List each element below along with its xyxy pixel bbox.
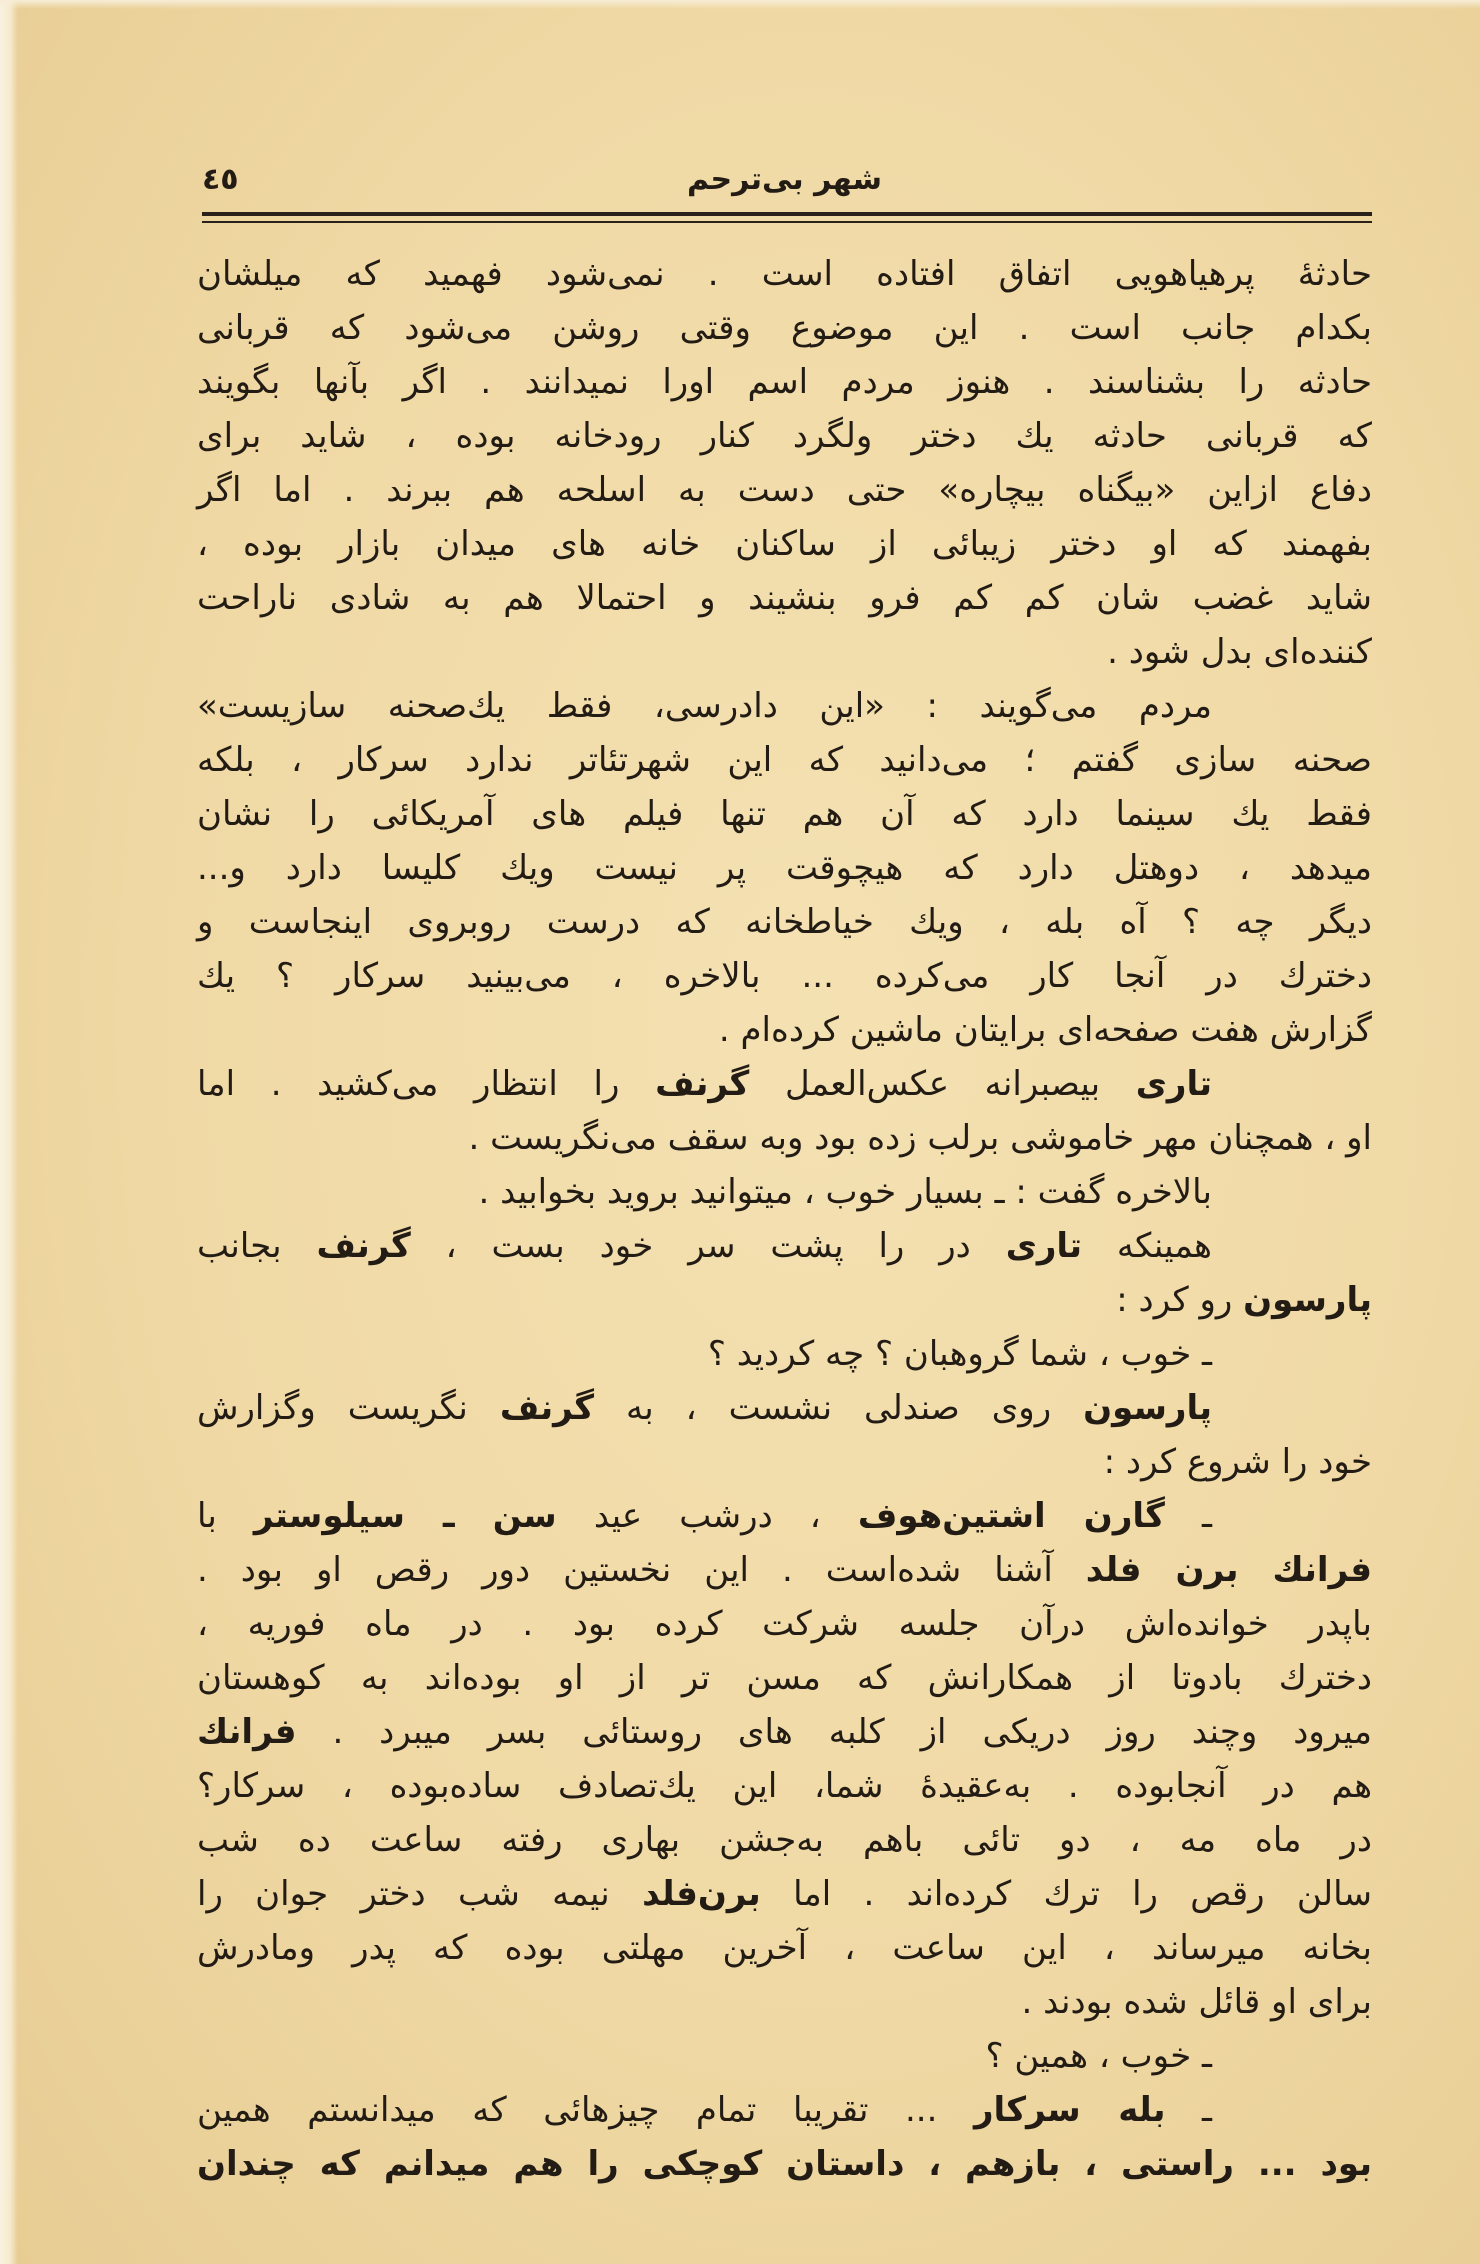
text-line: دخترك بادوتا از همکارانش که مسن تر از او بوده‌اند به کوهستان	[197, 1658, 1372, 1698]
text-segment: ـ	[1165, 2090, 1212, 2130]
text-line: او ، همچنان مهر خاموشی برلب زده بود وبه سقف می‌نگریست .	[468, 1118, 1372, 1158]
text-line: شاید غضب شان کم کم فرو بنشیند و احتمالا هم به شادی ناراحت	[197, 578, 1372, 618]
text-line: هم در آنجابوده . به‌عقیدهٔ شما، این یك‌تصادف ساده‌بوده ، سرکار؟	[197, 1766, 1372, 1806]
text-segment: نگریست وگزارش	[197, 1388, 500, 1428]
text-segment: با	[197, 1496, 254, 1536]
text-line: بکدام جانب است . این موضوع وقتی روشن می‌شود که قربانی	[197, 308, 1372, 348]
text-line: دفاع ازاین «بیگناه بیچاره» حتی دست به اسلحه هم ببرند . اما اگر	[197, 470, 1372, 510]
text-line: خود را شروع کرد :	[1103, 1442, 1372, 1482]
text-line	[197, 1543, 1372, 1597]
paper-edge-top	[0, 0, 1480, 9]
text-line: صحنه سازی گفتم ؛ می‌دانید که این شهرتئاتر ندارد سرکار ، بلکه	[197, 740, 1372, 780]
character-name: گرنف	[316, 1226, 411, 1266]
text-segment: آشنا شده‌است . این نخستین دور رقص او بود .	[197, 1550, 1086, 1590]
text-line	[197, 1489, 1372, 1543]
text-segment: بیصبرانه عکس‌العمل	[749, 1064, 1136, 1104]
text-line	[197, 1867, 1372, 1921]
text-line: حادثه را بشناسند . هنوز مردم اسم اورا نمیدانند . اگر بآنها بگویند	[197, 362, 1372, 402]
character-name: تاری	[1005, 1226, 1082, 1266]
text-line: کننده‌ای بدل شود .	[1107, 632, 1372, 672]
text-line: بخانه میرساند ، این ساعت ، آخرین مهلتی بوده که پدر ومادرش	[197, 1928, 1372, 1968]
header-rule-thin	[202, 221, 1372, 223]
text-line: ـ خوب ، شما گروهبان ؟ چه کردید ؟	[707, 1334, 1212, 1374]
text-segment: روی صندلی نشست ، به	[594, 1388, 1084, 1428]
text-line	[197, 1057, 1372, 1111]
text-line: دخترك در آنجا کار می‌کرده ... بالاخره ، می‌بینید سرکار ؟ یك	[197, 956, 1372, 996]
text-line: مردم می‌گویند : «این دادرسی، فقط یك‌صحنه سازیست»	[197, 686, 1212, 726]
paper-edge-left	[0, 0, 18, 2264]
text-line	[197, 1381, 1372, 1435]
text-line: بود ... راستی ، بازهم ، داستان کوچکی را هم میدانم که چندان	[197, 2144, 1372, 2184]
character-name: گرنف	[655, 1064, 750, 1104]
text-segment: در را پشت سر خود بست ،	[410, 1226, 1006, 1266]
text-line	[197, 2083, 1372, 2137]
running-title: شهر بی‌ترحم	[686, 162, 883, 197]
text-line: دیگر چه ؟ آه بله ، ویك خیاطخانه که درست روبروی اینجاست و	[197, 902, 1372, 942]
text-segment: را انتظار می‌کشید . اما	[197, 1064, 656, 1104]
character-name: فرانك	[197, 1712, 297, 1752]
character-name: پارسون	[1083, 1388, 1212, 1428]
character-name: تاری	[1135, 1064, 1213, 1104]
text-segment: ـ	[1164, 1496, 1212, 1536]
text-segment: همینکه	[1081, 1226, 1212, 1266]
text-segment: سالن رقص را ترك کرده‌اند . اما	[760, 1874, 1372, 1914]
page-number: ٤٥	[202, 162, 239, 197]
text-line: برای او قائل شده بودند .	[1021, 1982, 1372, 2022]
character-name: برن‌فلد	[642, 1874, 761, 1914]
text-segment: ، درشب عید	[556, 1496, 858, 1536]
character-name: فرانك برن فلد	[1085, 1550, 1373, 1590]
text-line	[197, 1219, 1372, 1273]
character-name: گرنف	[499, 1388, 595, 1428]
body-text	[197, 247, 1372, 2191]
text-line	[197, 1273, 1372, 1327]
event-name: سن ـ سیلوستر	[253, 1496, 557, 1536]
text-segment-bold: بله سرکار	[973, 2090, 1166, 2130]
text-segment: نیمه شب دختر جوان را	[197, 1874, 643, 1914]
text-line: گزارش هفت صفحه‌ای برایتان ماشین کرده‌ام .	[718, 1010, 1372, 1050]
text-line: فقط یك سینما دارد که آن هم تنها فیلم های آمریکائی را نشان	[197, 794, 1372, 834]
character-name: گارن اشتین‌هوف	[857, 1496, 1165, 1536]
text-segment: میرود وچند روز دریکی از کلبه های روستائی بسر میبرد .	[296, 1712, 1372, 1752]
text-line: بالاخره گفت : ـ بسیار خوب ، میتوانید بروید بخوابید .	[478, 1172, 1212, 1212]
text-line: حادثهٔ پرهیاهویی اتفاق افتاده است . نمی‌شود فهمید که میلشان	[197, 254, 1372, 294]
text-segment: ... تقریبا تمام چیزهائی که میدانستم همین	[197, 2090, 974, 2130]
text-line: میدهد ، دوهتل دارد که هیچوقت پر نیست ویك کلیسا دارد و...	[197, 848, 1372, 888]
text-line	[197, 1705, 1372, 1759]
text-line: بفهمند که او دختر زیبائی از ساکنان خانه های میدان بازار بوده ،	[197, 524, 1372, 564]
text-line: که قربانی حادثه یك دختر ولگرد کنار رودخانه بوده ، شاید برای	[197, 416, 1372, 456]
text-line: ـ خوب ، همین ؟	[985, 2036, 1212, 2076]
character-name: پارسون	[1243, 1280, 1372, 1320]
text-segment: رو کرد :	[1116, 1280, 1244, 1320]
text-segment: بجانب	[197, 1226, 317, 1266]
text-line: باپدر خوانده‌اش درآن جلسه شرکت کرده بود . در ماه فوریه ،	[197, 1604, 1372, 1644]
text-line: در ماه مه ، دو تائی باهم به‌جشن بهاری رفته ساعت ده شب	[197, 1820, 1372, 1860]
header-rule-thick	[202, 212, 1372, 216]
